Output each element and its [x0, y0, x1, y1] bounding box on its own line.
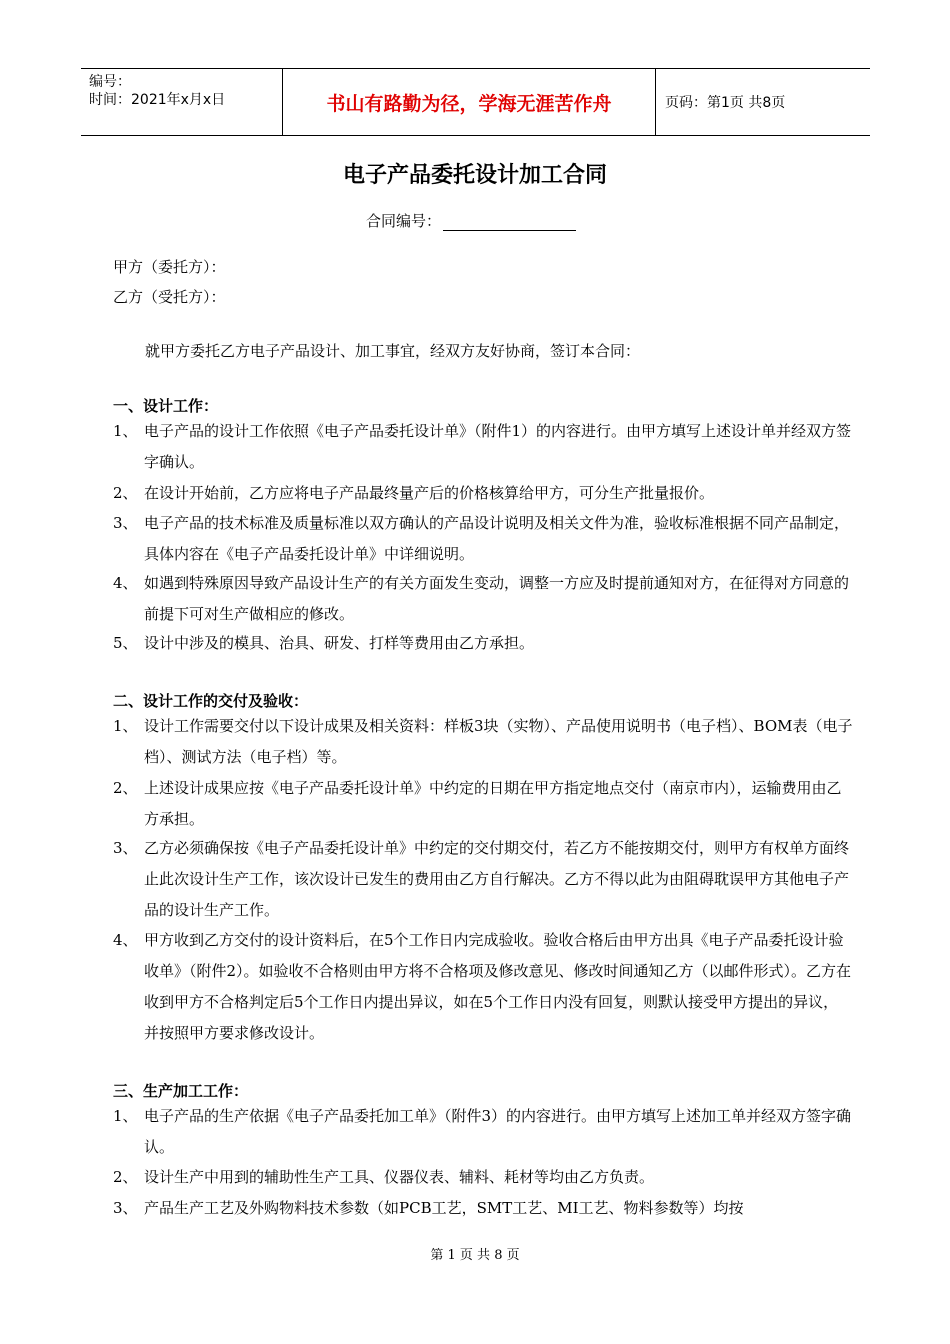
- list-item: [113, 568, 853, 630]
- item-text: 设计工作需要交付以下设计成果及相关资料：样板3块（实物）、产品使用说明书（电子档）、BOM表（电子档）、测试方法（电子档）等。: [144, 717, 853, 766]
- item-number: 4、: [113, 931, 138, 949]
- item-number: 3、: [113, 839, 138, 857]
- item-text: 产品生产工艺及外购物料技术参数（如PCB工艺，SMT工艺、MI工艺、物料参数等）均按: [144, 1199, 744, 1217]
- list-item: [113, 1101, 853, 1163]
- list-item: [113, 478, 853, 509]
- section-title: 二、设计工作的交付及验收：: [113, 692, 309, 710]
- item-number: 3、: [113, 1199, 138, 1217]
- item-text: 在设计开始前，乙方应将电子产品最终量产后的价格核算给甲方，可分生产批量报价。: [144, 484, 715, 502]
- item-number: 1、: [113, 717, 138, 735]
- list-item: [113, 925, 853, 1049]
- item-text: 上述设计成果应按《电子产品委托设计单》中约定的日期在甲方指定地点交付（南京市内），运输费用由乙方承担。: [144, 779, 842, 828]
- list-item: [113, 1162, 853, 1193]
- contract-number-label: 合同编号：: [366, 212, 442, 230]
- section-title: 三、生产加工工作：: [113, 1082, 249, 1100]
- document-title: 电子产品委托设计加工合同: [342, 163, 607, 188]
- list-item: [113, 833, 853, 926]
- item-number: 1、: [113, 422, 138, 440]
- item-text: 电子产品的设计工作依照《电子产品委托设计单》（附件1）的内容进行。由甲方填写上述设计单并经双方签字确认。: [144, 422, 852, 471]
- item-text: 电子产品的技术标准及质量标准以双方确认的产品设计说明及相关文件为准，验收标准根据不同产品制定，具体内容在《电子产品委托设计单》中详细说明。: [144, 514, 850, 563]
- list-item: [113, 508, 853, 570]
- list-item: [113, 416, 853, 478]
- header-divider: [655, 69, 656, 135]
- contract-number: [366, 210, 576, 231]
- party-b: 乙方（受托方）：: [113, 288, 226, 306]
- item-number: 2、: [113, 484, 138, 502]
- list-item: [113, 773, 853, 835]
- list-item: [113, 628, 853, 659]
- section-title: 一、设计工作：: [113, 397, 219, 415]
- page-header: [81, 68, 870, 136]
- party-a: 甲方（委托方）：: [113, 258, 226, 276]
- item-text: 设计生产中用到的辅助性生产工具、仪器仪表、辅料、耗材等均由乙方负责。: [144, 1168, 655, 1186]
- item-number: 5、: [113, 634, 138, 652]
- list-item: [113, 1193, 853, 1224]
- item-text: 电子产品的生产依据《电子产品委托加工单》（附件3）的内容进行。由甲方填写上述加工单并经双方签字确认。: [144, 1107, 852, 1156]
- item-number: 2、: [113, 1168, 138, 1186]
- header-meta: [89, 73, 225, 109]
- header-motto: 书山有路勤为径，学海无涯苦作舟: [326, 92, 612, 115]
- item-number: 4、: [113, 574, 138, 592]
- item-text: 乙方必须确保按《电子产品委托设计单》中约定的交付期交付，若乙方不能按期交付，则甲方有权单方面终止此次设计生产工作，该次设计已发生的费用由乙方自行解决。乙方不得以此为由阻碍耽误甲方其他电子产品的设计生产工作。: [144, 839, 850, 919]
- item-text: 如遇到特殊原因导致产品设计生产的有关方面发生变动，调整一方应及时提前通知对方，在征得对方同意的前提下可对生产做相应的修改。: [144, 574, 850, 623]
- page-footer: 第 1 页 共 8 页: [430, 1248, 520, 1263]
- contract-number-blank: [443, 216, 576, 231]
- header-number: 编号：: [89, 74, 131, 90]
- header-time: 时间：2021年x月x日: [89, 92, 226, 108]
- intro-paragraph: 就甲方委托乙方电子产品设计、加工事宜，经双方友好协商，签订本合同：: [145, 342, 641, 360]
- item-number: 2、: [113, 779, 138, 797]
- item-number: 3、: [113, 514, 138, 532]
- item-text: 甲方收到乙方交付的设计资料后，在5个工作日内完成验收。验收合格后由甲方出具《电子产品委托设计验收单》（附件2）。如验收不合格则由甲方将不合格项及修改意见、修改时间通知乙方（以邮件形式）。乙方在收到甲方不合格判定后5个工作日内提出异议，如在5个工作日内没有回复，则默认接受甲方提出的异议，并按照甲方要求修改设计。: [144, 931, 852, 1042]
- list-item: [113, 711, 853, 773]
- header-page-info: 页码：第1页 共8页: [665, 95, 786, 111]
- item-number: 1、: [113, 1107, 138, 1125]
- item-text: 设计中涉及的模具、治具、研发、打样等费用由乙方承担。: [144, 634, 535, 652]
